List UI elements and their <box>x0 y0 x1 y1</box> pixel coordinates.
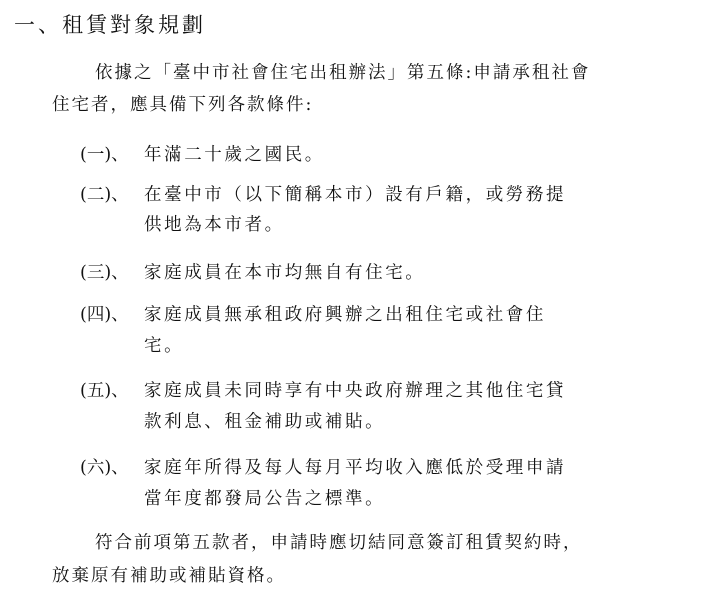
intro-paragraph-line-2: 住宅者，應具備下列各款條件: <box>52 95 314 115</box>
condition-number: (二)、 <box>80 185 129 205</box>
condition-item-4 <box>80 300 546 330</box>
condition-item-6-continuation: 當年度都發局公告之標準。 <box>144 489 386 509</box>
condition-item-3 <box>80 258 425 288</box>
condition-item-5-continuation: 款利息、租金補助或補貼。 <box>144 412 386 432</box>
condition-text: 在臺中市（以下簡稱本市）設有戶籍，或勞務提 <box>144 185 567 205</box>
condition-number: (三)、 <box>80 263 129 283</box>
closing-paragraph-line-2: 放棄原有補助或補貼資格。 <box>52 566 286 586</box>
condition-number: (一)、 <box>80 145 129 165</box>
condition-item-4-continuation: 宅。 <box>144 336 185 356</box>
condition-text: 年滿二十歲之國民。 <box>144 145 325 165</box>
condition-item-6 <box>80 453 566 483</box>
condition-text: 家庭成員未同時享有中央政府辦理之其他住宅貸 <box>144 381 567 401</box>
intro-paragraph-line-1: 依據之「臺中市社會住宅出租辦法」第五條:申請承租社會 <box>95 63 591 83</box>
condition-item-2 <box>80 180 566 210</box>
condition-text: 家庭成員無承租政府興辦之出租住宅或社會住 <box>144 305 546 325</box>
condition-number: (五)、 <box>80 381 129 401</box>
condition-item-2-continuation: 供地為本市者。 <box>144 215 285 235</box>
condition-text: 家庭成員在本市均無自有住宅。 <box>144 263 426 283</box>
condition-number: (四)、 <box>80 305 129 325</box>
condition-item-5 <box>80 376 566 406</box>
condition-text: 家庭年所得及每人每月平均收入應低於受理申請 <box>144 458 567 478</box>
closing-paragraph-line-1: 符合前項第五款者，申請時應切結同意簽訂租賃契約時， <box>95 533 583 553</box>
section-heading: 一、租賃對象規劃 <box>14 13 206 37</box>
condition-item-1 <box>80 140 325 170</box>
condition-number: (六)、 <box>80 458 129 478</box>
